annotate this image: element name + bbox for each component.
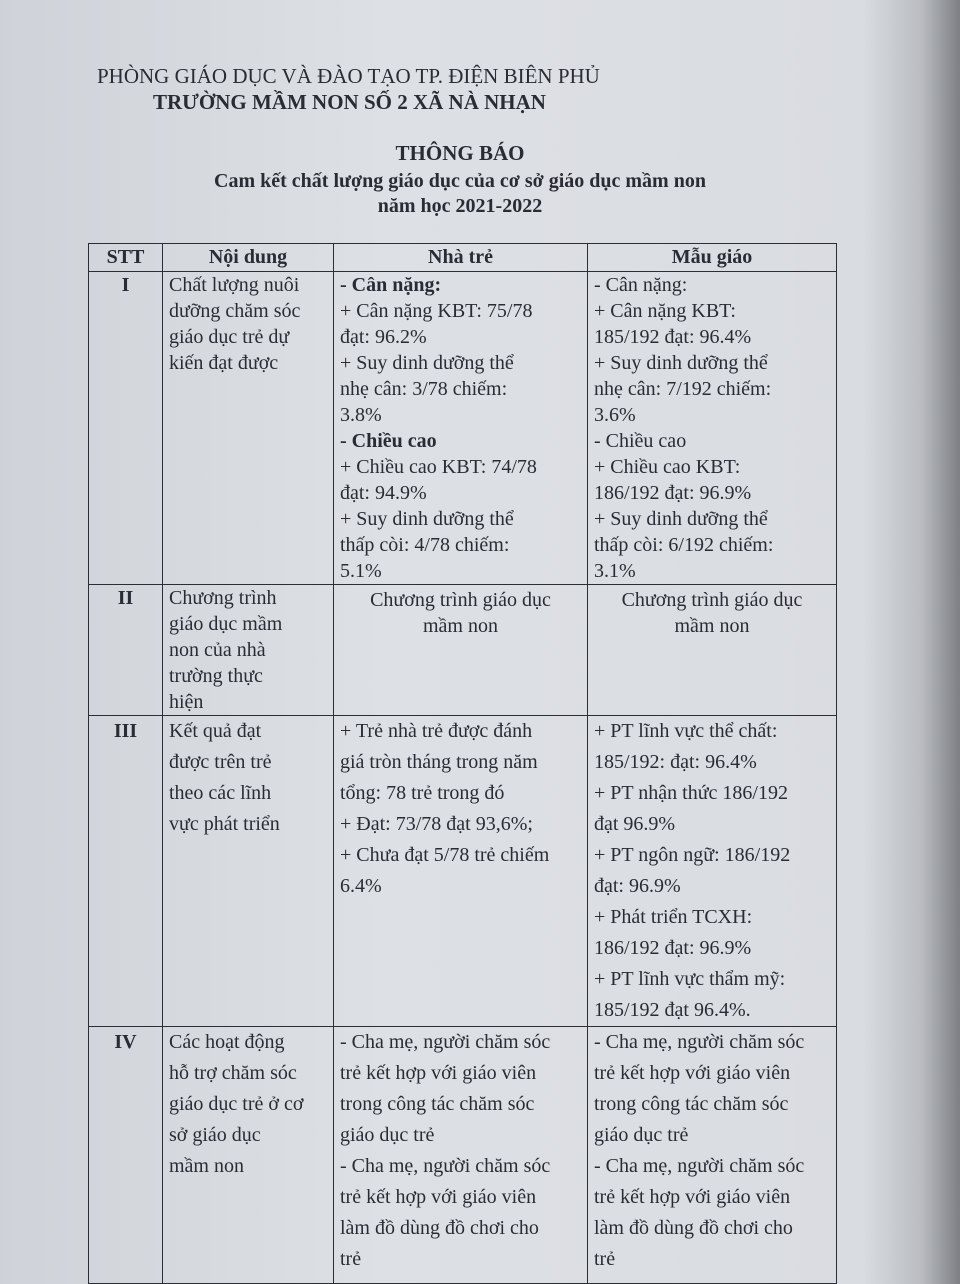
table-header-row [89, 244, 837, 272]
header-nha-tre: Nhà trẻ [334, 244, 588, 272]
cell-line: giáo dục trẻ ở cơ [169, 1093, 304, 1115]
row-number: I [89, 272, 163, 585]
row-content [163, 585, 334, 716]
row-content [163, 716, 334, 1027]
document-subtitle: Cam kết chất lượng giáo dục của cơ sở giáo dục mầm non [214, 170, 706, 192]
cell-line: 186/192 đạt: 96.9% [594, 482, 752, 504]
cell-line: mầm non [674, 615, 750, 637]
cell-line: làm đồ dùng đồ chơi cho [594, 1217, 793, 1239]
cell-line: mầm non [169, 1155, 244, 1177]
mau-giao-cell [588, 716, 837, 1027]
cell-line: sở giáo dục [169, 1124, 261, 1146]
cell-line: theo các lĩnh [169, 782, 272, 804]
cell-line: trẻ kết hợp với giáo viên [340, 1062, 537, 1084]
nha-tre-cell [334, 1027, 588, 1284]
cell-line: + Chiều cao KBT: 74/78 [340, 456, 537, 478]
cell-line: + Suy dinh dưỡng thể [340, 508, 514, 530]
nha-tre-cell [334, 272, 588, 585]
cell-line: 185/192 đạt 96.4%. [594, 999, 751, 1021]
mau-giao-cell [588, 585, 837, 716]
cell-line: Chất lượng nuôi [169, 274, 300, 296]
cell-line: - Chiều cao [594, 430, 687, 452]
cell-line: hỗ trợ chăm sóc [169, 1062, 297, 1084]
cell-line: + Suy dinh dưỡng thể [340, 352, 514, 374]
cell-line: trẻ [340, 1248, 362, 1270]
cell-line: + Đạt: 73/78 đạt 93,6%; [340, 813, 533, 835]
cell-line: 3.1% [594, 560, 636, 582]
row-number: II [89, 585, 163, 716]
cell-line: giá tròn tháng trong năm [340, 751, 538, 773]
cell-line: trong công tác chăm sóc [594, 1093, 789, 1115]
cell-line: mầm non [423, 615, 498, 637]
cell-line: Chương trình giáo dục [621, 589, 803, 611]
cell-line: 6.4% [340, 875, 382, 897]
cell-line: đạt 96.9% [594, 813, 676, 835]
cell-line: + Suy dinh dưỡng thể [594, 352, 768, 374]
cell-line: + Chiều cao KBT: [594, 456, 741, 478]
department-name: PHÒNG GIÁO DỤC VÀ ĐÀO TẠO TP. ĐIỆN BIÊN PHỦ [97, 64, 600, 88]
cell-line: trẻ [594, 1248, 616, 1270]
cell-line: + PT lĩnh vực thẩm mỹ: [594, 968, 786, 990]
table-row [89, 272, 837, 585]
cell-line: trong công tác chăm sóc [340, 1093, 535, 1115]
table-row [89, 716, 837, 1027]
cell-line: nhẹ cân: 7/192 chiếm: [594, 378, 772, 400]
header-mau-giao: Mẫu giáo [588, 244, 837, 272]
cell-line: 186/192 đạt: 96.9% [594, 937, 752, 959]
table-row [89, 585, 837, 716]
cell-line: - Cha mẹ, người chăm sóc [340, 1031, 551, 1053]
cell-line: trẻ kết hợp với giáo viên [594, 1062, 791, 1084]
cell-line: được trên trẻ [169, 751, 272, 773]
cell-line: 3.8% [340, 404, 382, 426]
cell-line: đạt: 96.9% [594, 875, 681, 897]
cell-line: + PT nhận thức 186/192 [594, 782, 788, 804]
cell-line: + PT lĩnh vực thể chất: [594, 720, 778, 742]
row-content [163, 272, 334, 585]
cell-line: - Cha mẹ, người chăm sóc [594, 1031, 805, 1053]
cell-line: thấp còi: 6/192 chiếm: [594, 534, 774, 556]
cell-line: Kết quả đạt [169, 720, 262, 742]
cell-line: thấp còi: 4/78 chiếm: [340, 534, 510, 556]
cell-line: - Cân nặng: [594, 274, 688, 296]
mau-giao-cell [588, 272, 837, 585]
cell-line: + Suy dinh dưỡng thể [594, 508, 768, 530]
cell-line: giáo dục trẻ [340, 1124, 435, 1146]
cell-line: giáo dục mầm [169, 613, 283, 635]
cell-line: Chương trình [169, 587, 277, 609]
cell-line: giáo dục trẻ dự [169, 326, 290, 348]
school-year: năm học 2021-2022 [377, 195, 543, 217]
table-row [89, 1027, 837, 1284]
cell-line: - Chiều cao [340, 430, 437, 452]
cell-line: 185/192: đạt: 96.4% [594, 751, 757, 773]
cell-line: - Cha mẹ, người chăm sóc [594, 1155, 805, 1177]
cell-line: hiện [169, 691, 204, 713]
cell-line: kiến đạt được [169, 352, 279, 374]
cell-line: + PT ngôn ngữ: 186/192 [594, 844, 791, 866]
cell-line: non của nhà [169, 639, 266, 661]
cell-line: Các hoạt động [169, 1031, 285, 1053]
row-number: IV [89, 1027, 163, 1284]
cell-line: 3.6% [594, 404, 636, 426]
row-content [163, 1027, 334, 1284]
cell-line: Chương trình giáo dục [370, 589, 551, 611]
mau-giao-cell [588, 1027, 837, 1284]
cell-line: trường thực [169, 665, 263, 687]
cell-line: + Trẻ nhà trẻ được đánh [340, 720, 533, 742]
nha-tre-cell [334, 716, 588, 1027]
cell-line: 5.1% [340, 560, 382, 582]
cell-line: nhẹ cân: 3/78 chiếm: [340, 378, 508, 400]
cell-line: trẻ kết hợp với giáo viên [340, 1186, 537, 1208]
cell-line: giáo dục trẻ [594, 1124, 689, 1146]
cell-line: + Phát triển TCXH: [594, 906, 753, 928]
cell-line: + Chưa đạt 5/78 trẻ chiếm [340, 844, 550, 866]
header-content: Nội dung [163, 244, 334, 272]
document-title: THÔNG BÁO [395, 141, 525, 165]
cell-line: làm đồ dùng đồ chơi cho [340, 1217, 539, 1239]
cell-line: - Cha mẹ, người chăm sóc [340, 1155, 551, 1177]
nha-tre-cell [334, 585, 588, 716]
cell-line: 185/192 đạt: 96.4% [594, 326, 752, 348]
header-stt: STT [89, 244, 163, 272]
cell-line: tổng: 78 trẻ trong đó [340, 782, 505, 804]
cell-line: vực phát triển [169, 813, 280, 835]
cell-line: + Cân nặng KBT: 75/78 [340, 300, 533, 322]
cell-line: đạt: 94.9% [340, 482, 427, 504]
cell-line: dưỡng chăm sóc [169, 300, 301, 322]
commitment-table [88, 243, 837, 1284]
cell-line: đạt: 96.2% [340, 326, 427, 348]
cell-line: + Cân nặng KBT: [594, 300, 736, 322]
cell-line: trẻ kết hợp với giáo viên [594, 1186, 791, 1208]
cell-line: - Cân nặng: [340, 274, 442, 296]
school-name: TRƯỜNG MẦM NON SỐ 2 XÃ NÀ NHẠN [153, 90, 546, 114]
row-number: III [89, 716, 163, 1027]
